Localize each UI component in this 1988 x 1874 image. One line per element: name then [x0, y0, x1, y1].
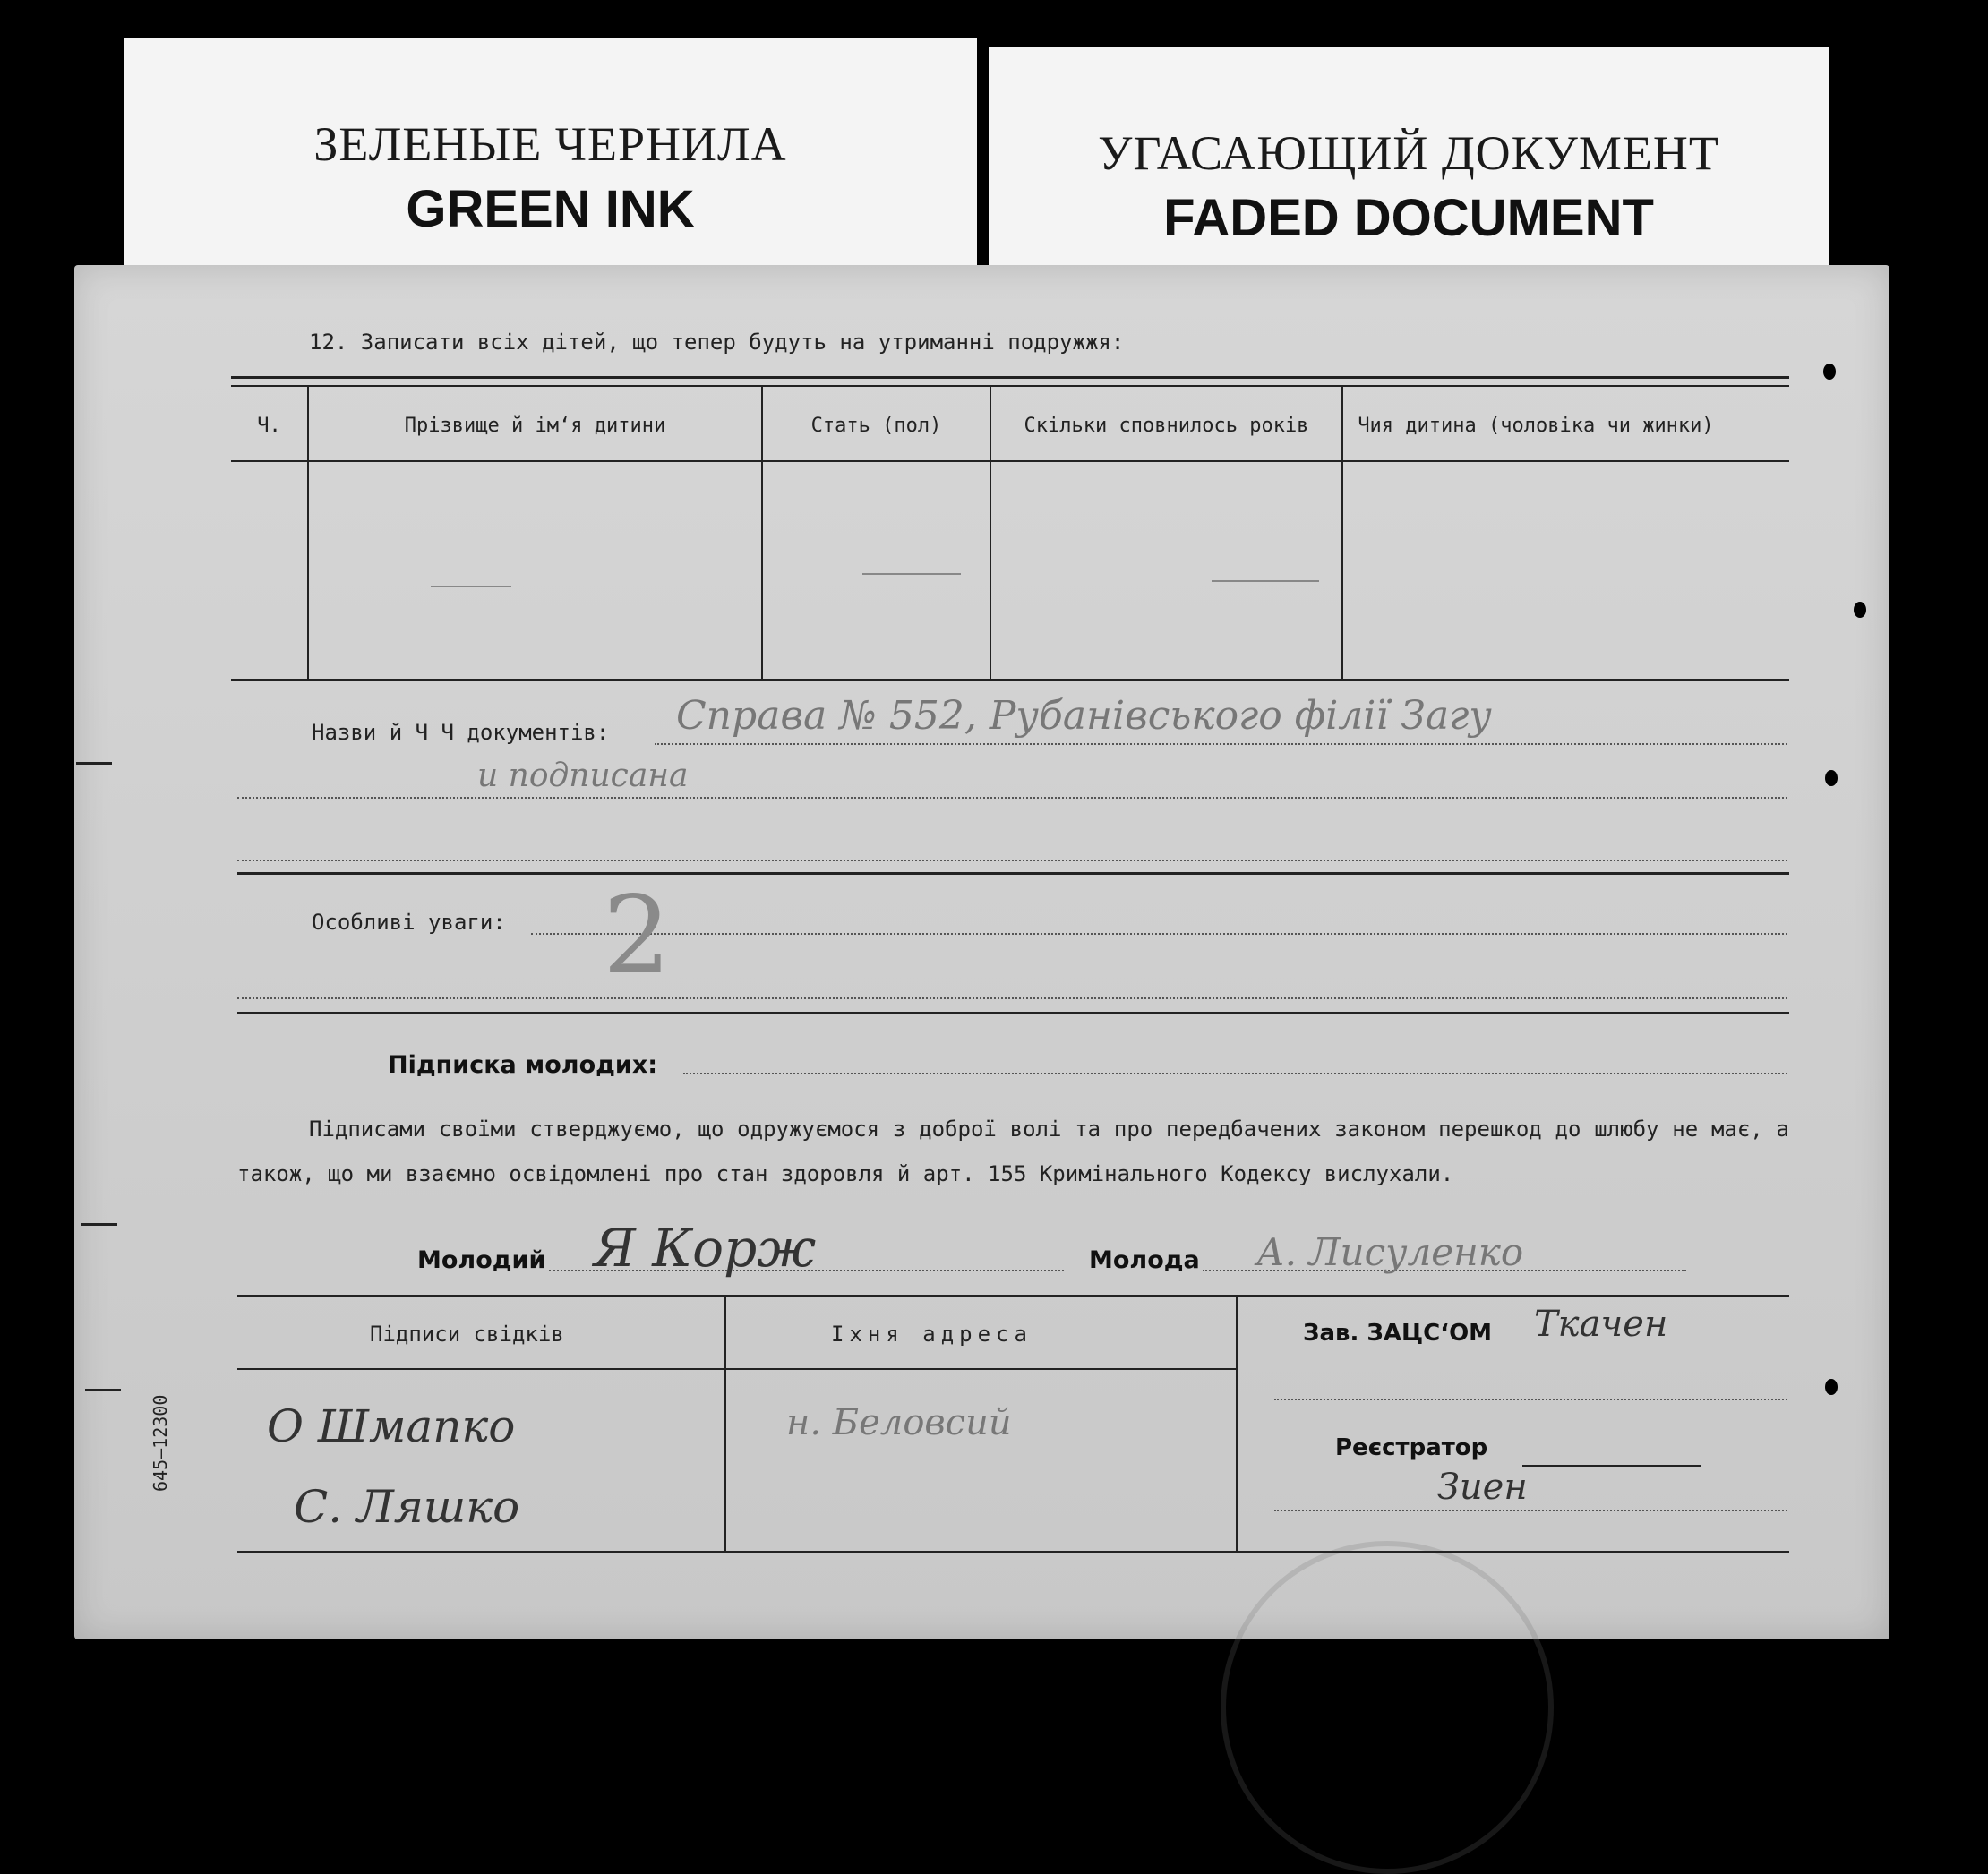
faded-document-label-ru: УГАСАЮЩИЙ ДОКУМЕНТ: [1098, 126, 1719, 180]
table-top-rule: [231, 376, 1789, 379]
witness-2-signature: С. Ляшко: [294, 1481, 520, 1533]
witnesses-address-header: Іхня адреса: [831, 1322, 1033, 1347]
green-ink-label-ru: ЗЕЛЕНЫЕ ЧЕРНИЛА: [313, 117, 787, 171]
groom-label: Молодий: [417, 1246, 546, 1274]
column-header-child-name: Прізвище й ім‘я дитини: [404, 415, 666, 437]
column-header-number: Ч.: [257, 415, 281, 437]
registrar-signature: Зиен: [1437, 1467, 1528, 1508]
registrar-label: Реєстратор: [1335, 1434, 1488, 1461]
remarks-label: Особливі уваги:: [312, 910, 506, 935]
form-code: 645—12300: [150, 1394, 171, 1492]
witnesses-header: Підписи свідків: [370, 1322, 564, 1347]
signatures-heading: Підписка молодих:: [388, 1051, 658, 1079]
witness-1-signature: О Шмапко: [267, 1400, 516, 1452]
official-stamp: [1221, 1541, 1554, 1874]
head-zags-label: Зав. ЗАЦС‘ОМ: [1303, 1320, 1493, 1347]
witness-block-top-rule: [237, 1295, 1789, 1297]
green-ink-label-en: GREEN INK: [406, 180, 695, 238]
table-bottom-rule: [231, 679, 1789, 681]
faded-document-label-card: [989, 47, 1829, 290]
column-header-whose-child: Чия дитина (чоловіка чи жинки): [1358, 415, 1714, 437]
documents-handwritten-line1: Справа № 552, Рубанівського філії Загу: [676, 693, 1492, 739]
witness-address-handwritten: н. Беловсий: [786, 1402, 1012, 1443]
punch-hole: [1825, 770, 1838, 786]
punch-hole: [1825, 1379, 1838, 1395]
column-header-age: Скільки сповнилось років: [1024, 415, 1309, 437]
bride-signature: А. Лисуленко: [1256, 1230, 1524, 1274]
empty-entry-dash: [862, 573, 961, 575]
empty-entry-dash: [1212, 580, 1319, 582]
documents-label: Назви й Ч Ч документів:: [312, 720, 610, 745]
empty-entry-dash: [431, 586, 511, 587]
witness-block-bottom-rule: [237, 1551, 1789, 1553]
head-zags-signature: Ткачен: [1534, 1304, 1668, 1345]
groom-signature: Я Корж: [594, 1218, 817, 1279]
green-ink-label-card: [124, 38, 977, 288]
bride-label: Молода: [1089, 1246, 1200, 1274]
remarks-section-rule: [237, 1012, 1789, 1014]
documents-section-rule: [237, 872, 1789, 875]
registry-form-sheet: [74, 265, 1889, 1639]
documents-handwritten-line2: и подписана: [477, 757, 689, 794]
consent-statement: Підписами своїми стверджуємо, що одружуємося з доброї волі та про передбачених законом перешкод до шлюбу не має, а також, що ми взаємно освідомлені про стан здоровля й арт. 155 Кримінального Кодексу вислухали.: [237, 1117, 1789, 1186]
section-12-heading: 12. Записати всіх дітей, що тепер будуть на утриманні подружжя:: [309, 329, 1125, 355]
remarks-handwritten: 2: [603, 874, 672, 998]
column-header-sex: Стать (пол): [810, 415, 942, 437]
punch-hole: [1854, 602, 1866, 618]
punch-hole: [1823, 364, 1836, 380]
faded-document-label-en: FADED DOCUMENT: [1163, 189, 1654, 247]
